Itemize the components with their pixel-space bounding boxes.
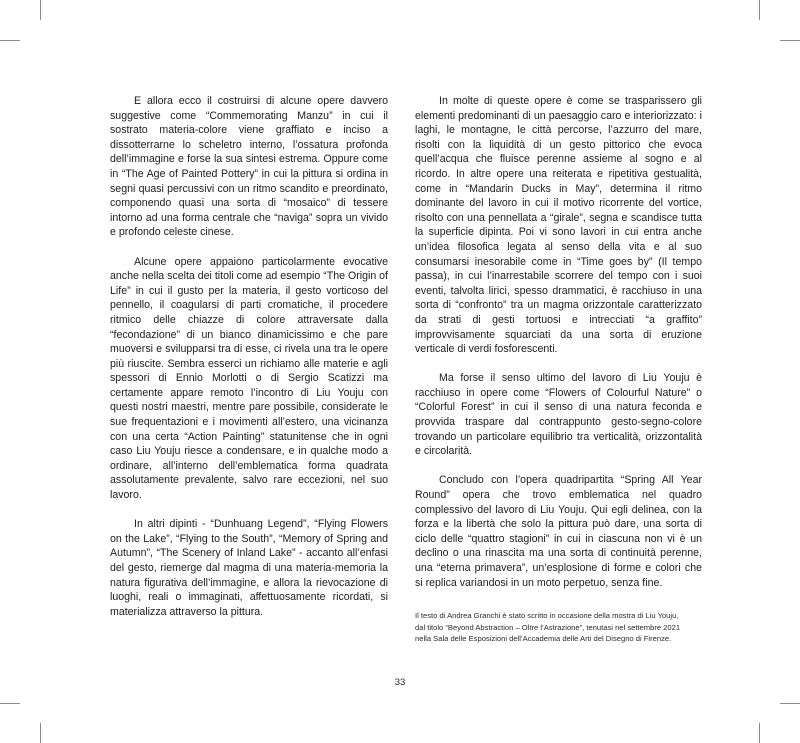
- paragraph: Alcune opere appaiono particolarmente evocative anche nella scelta dei titoli come ad esempio “The Origin of Life” in cui il gusto per la materia, il gesto vorticoso del pennello, il coagularsi di parti cromatiche, il procedere ritmico delle chiazze di colore attraversate dalla “fecondazione” di un bianco dinamicissimo e che pare muoversi e svilupparsi tra di esse, ci rivela una tra le opere più riuscite. Sembra esserci un richiamo alle materie e agli spessori di Ennio Morlotti o di Sergio Scatizzi ma certamente appare remoto l’incontro di Liu Youju con questi nostri maestri, mentre pare possibile, considerate le sue frequentazioni e i movimenti all’estero, una vicinanza con una certa “Action Painting” statunitense che in ogni caso Liu Youju riesce a condensare, e in qualche modo a ordinare, all’interno dell’emblematica forma quadrata assolutamente prevalente, salvo rare eccezioni, nel suo lavoro.: [110, 255, 388, 502]
- crop-mark-top-right-vertical: [759, 0, 760, 20]
- footnote: [415, 610, 707, 645]
- crop-mark-top-right-horizontal: [780, 40, 800, 41]
- crop-mark-bottom-right-horizontal: [780, 703, 800, 704]
- crop-mark-top-left-horizontal: [0, 40, 20, 41]
- crop-mark-bottom-left-horizontal: [0, 703, 20, 704]
- footnote-line: Il testo di Andrea Granchi è stato scritto in occasione della mostra di Liu Youju,: [415, 611, 679, 620]
- paragraph: In molte di queste opere è come se trasparissero gli elementi predominanti di un paesaggio caro e interiorizzato: i laghi, le montagne, le città percorse, l’azzurro del mare, risolti con la liquidità di un gesto pittorico che evoca quell’acqua che fluisce perenne assieme al sogno e al ricordo. In altre opere una reiterata e ripetitiva gestualità, come in “Mandarin Ducks in May”, determina il ritmo dominante del lavoro in cui il motivo ricorrente del vortice, risolto con una pennellata a “girale”, segna e scandisce tutta la superficie dipinta. Poi vi sono lavori in cui entra anche un’idea filosofica legata al senso della vita e al suo consumarsi inesorabile come in “Time goes by” (Il tempo passa), in cui l’inarrestabile scorrere del tempo con i suoi eventi, talvolta lirici, spesso drammatici, è racchiuso in una sorta di “confronto” tra un magma orizzontale caratterizzato da strati di gesti tortuosi e intrecciati “a graffito” improvvisamente squarciati da una sorta di eruzione verticale di verdi fosforescenti.: [415, 95, 702, 356]
- footnote-line: nella Sala delle Esposizioni dell’Accademia delle Arti del Disegno di Firenze.: [415, 634, 672, 644]
- crop-mark-bottom-right-vertical: [759, 723, 760, 743]
- paragraph: In altri dipinti - “Dunhuang Legend”, “Flying Flowers on the Lake”, “Flying to the South”, “Memory of Spring and Autumn”, “The Scenery of Inland Lake” - accanto all’enfasi del gesto, riemerge dal magma di una materia-memoria la natura figurativa dell’immagine, e allora la rievocazione di luoghi, reali o immaginati, affettuosamente ricordati, si materializza attraverso la pittura.: [110, 518, 388, 618]
- crop-mark-bottom-left-vertical: [40, 723, 41, 743]
- paragraph: Concludo con l’opera quadripartita “Spring All Year Round” opera che trovo emblematica nel quadro complessivo del lavoro di Liu Youju. Qui egli delinea, con la forza e la libertà che solo la pittura può dare, una sorta di ciclo delle “quattro stagioni” in cui in ciascuna non vi è un declino o una rinascita ma una sorta di continuità perenne, una “eterna primavera”, un’esplosione di forme e colori che si replica variandosi in un moto perpetuo, senza fine.: [415, 474, 702, 589]
- paragraph: E allora ecco il costruirsi di alcune opere davvero suggestive come “Commemorating Manzu” in cui il sostrato materia-colore viene graffiato e inciso a dissotterrarne lo scheletro interno, l’ossatura profonda dell’immagine e forse la sua sintesi estrema. Oppure come in “The Age of Painted Pottery” in cui la pittura si ordina in segni quasi percussivi con un ritmo scandito e preordinato, componendo quasi una sorta di “mosaico” di tessere intorno ad una forma centrale che “naviga” sopra un vivido e profondo celeste cinese.: [110, 95, 388, 239]
- footnote-line: dal titolo “Beyond Abstraction – Oltre l’Astrazione”, tenutasi nel settembre 2021: [415, 622, 681, 632]
- crop-mark-top-left-vertical: [40, 0, 41, 20]
- paragraph: Ma forse il senso ultimo del lavoro di Liu Youju è racchiuso in opere come “Flowers of Colourful Nature” o “Colorful Forest” in cui il senso di una natura feconda e provvida traspare dal contrappunto gesto-segno-colore trovando un particolare equilibrio tra verticalità, orizzontalità e circolarità.: [415, 372, 702, 458]
- left-text-column: [110, 94, 388, 634]
- page-number: 33: [394, 677, 406, 688]
- right-text-column: [415, 94, 702, 605]
